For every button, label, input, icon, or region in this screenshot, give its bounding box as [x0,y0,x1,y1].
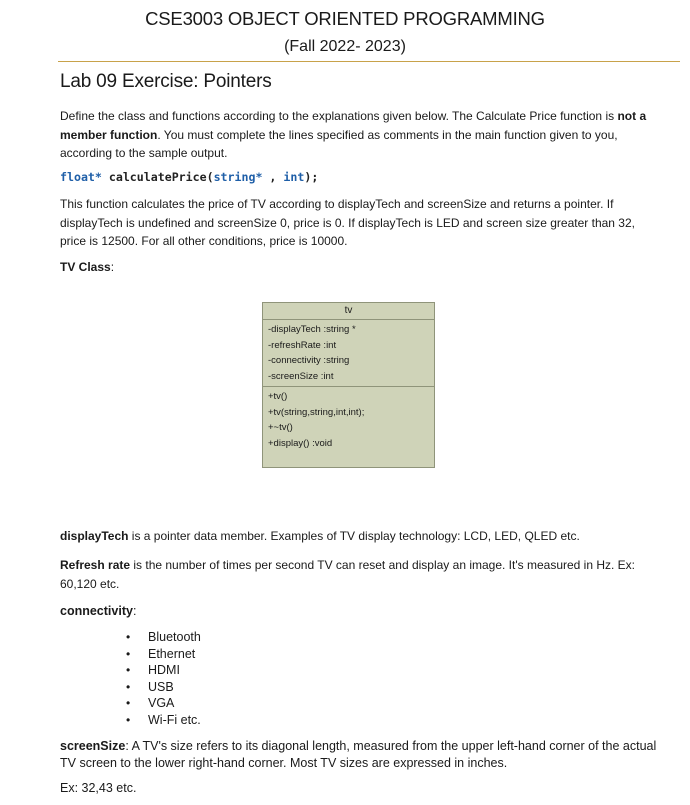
header-divider [58,61,680,62]
screen-size-paragraph [60,738,660,771]
function-description: This function calculates the price of TV according to displayTech and screenSize and returns a pointer. If displayTech is undefined and screenSize 0, price is 0. If displayTech is LED and screen size greater than 32, price is 12500. For all other conditions, price is 10000. [60,197,635,248]
term-label: (Fall 2022- 2023) [284,38,406,55]
uml-attribute: -displayTech :string * [268,324,356,335]
uml-method: +~tv() [268,422,293,433]
signature-separator: , [262,170,284,184]
signature-return-type: float* [60,170,102,184]
uml-class-diagram [262,302,435,468]
course-title: CSE3003 OBJECT ORIENTED PROGRAMMING [145,8,545,29]
intro-text-1: Define the class and functions according to the explanations given below. The Calculate Price function is [60,109,615,123]
lab-title: Lab 09 Exercise: Pointers [60,71,272,92]
list-item: • Wi-Fi etc. [126,712,201,729]
signature-param-2: int [283,170,305,184]
tv-class-colon: : [110,260,115,274]
display-tech-text: is a pointer data member. Examples of TV display technology: LCD, LED, QLED etc. [128,529,580,543]
signature-param-1: string* [213,170,263,184]
connectivity-term: connectivity [60,604,133,618]
uml-attribute: -connectivity :string [268,355,350,366]
refresh-rate-term: Refresh rate [60,558,131,572]
list-item: • USB [126,679,201,696]
intro-text-2: . You must complete the lines specified as comments in the main function given to you, according to the sample output. [60,127,618,160]
uml-attributes [263,320,434,387]
refresh-rate-paragraph [60,556,660,593]
uml-method: +tv() [268,391,288,402]
display-tech-term: displayTech [60,529,129,543]
list-item: • Ethernet [126,646,201,663]
uml-attribute: -screenSize :int [268,370,334,382]
screen-size-text: : A TV's size refers to its diagonal length, measured from the upper left-hand corner of the actual TV screen to the lower right-hand corner. Most TV sizes are expressed in inches. [60,739,657,770]
refresh-rate-text: is the number of times per second TV can reset and display an image. It's measured in Hz. Ex: 60,120 etc. [60,558,636,591]
uml-attribute: -refreshRate :int [268,339,337,351]
uml-methods [263,387,434,453]
display-tech-paragraph [60,527,660,546]
list-item: • VGA [126,695,201,712]
uml-method: +tv(string,string,int,int); [268,406,365,418]
uml-class-name: tv [263,303,434,320]
signature-name: calculatePrice( [101,170,214,184]
connectivity-colon: : [132,604,137,618]
list-item: • HDMI [126,662,201,679]
connectivity-list [126,629,201,729]
uml-method: +display() :void [268,437,333,449]
intro-emphasis: not a member function [60,109,647,142]
connectivity-heading [60,603,136,620]
function-signature [60,170,318,184]
screen-size-term: screenSize [60,739,126,753]
tv-class-heading [60,258,660,277]
tv-class-label: TV Class [60,260,111,274]
signature-end: ); [304,170,319,184]
list-item: • Bluetooth [126,629,201,646]
screen-size-example: Ex: 32,43 etc. [60,781,137,795]
intro-paragraph [60,107,660,163]
